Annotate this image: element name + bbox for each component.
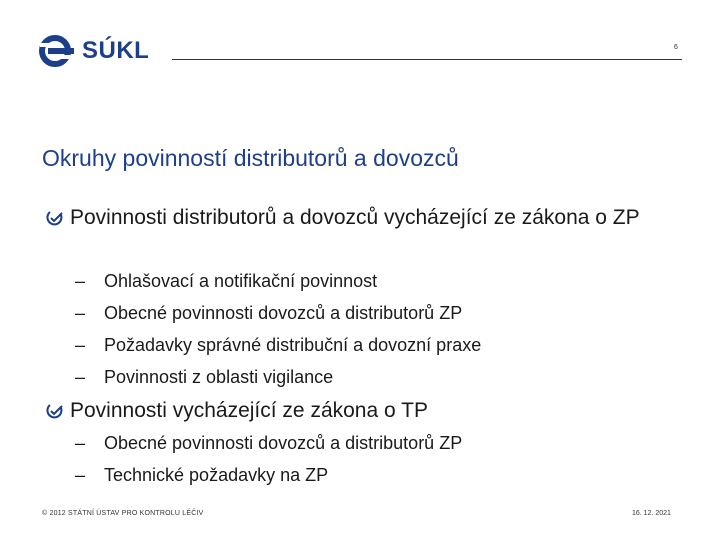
sub-item: – Obecné povinnosti dovozců a distributorů ZP (75, 297, 481, 329)
check-circle-icon (46, 403, 64, 419)
footer-date: 16. 12. 2021 (632, 510, 671, 517)
sub-item: – Požadavky správné distribuční a dovozní praxe (75, 329, 481, 361)
bullet-item (48, 396, 648, 426)
sub-item: – Obecné povinnosti dovozců a distributorů ZP (75, 427, 462, 459)
header-divider (172, 59, 682, 60)
sub-list (75, 427, 462, 491)
page-number: 6 (674, 44, 678, 51)
sub-item: – Ohlašovací a notifikační povinnost (75, 265, 481, 297)
bullet-text: Povinnosti vycházející ze zákona o TP (70, 399, 428, 422)
bullet-item (48, 203, 648, 233)
slide-title: Okruhy povinností distributorů a dovozců (42, 145, 459, 171)
sub-item: – Povinnosti z oblasti vigilance (75, 361, 481, 393)
sub-list (75, 265, 481, 393)
logo-text: SÚKL (82, 37, 150, 64)
check-circle-icon (46, 210, 64, 226)
footer-copyright: © 2012 STÁTNÍ ÚSTAV PRO KONTROLU LÉČIV (42, 510, 204, 517)
bullet-text: Povinnosti distributorů a dovozců vycházející ze zákona o ZP (70, 206, 640, 229)
sukl-logo-icon (38, 34, 78, 68)
sub-item: – Technické požadavky na ZP (75, 459, 462, 491)
